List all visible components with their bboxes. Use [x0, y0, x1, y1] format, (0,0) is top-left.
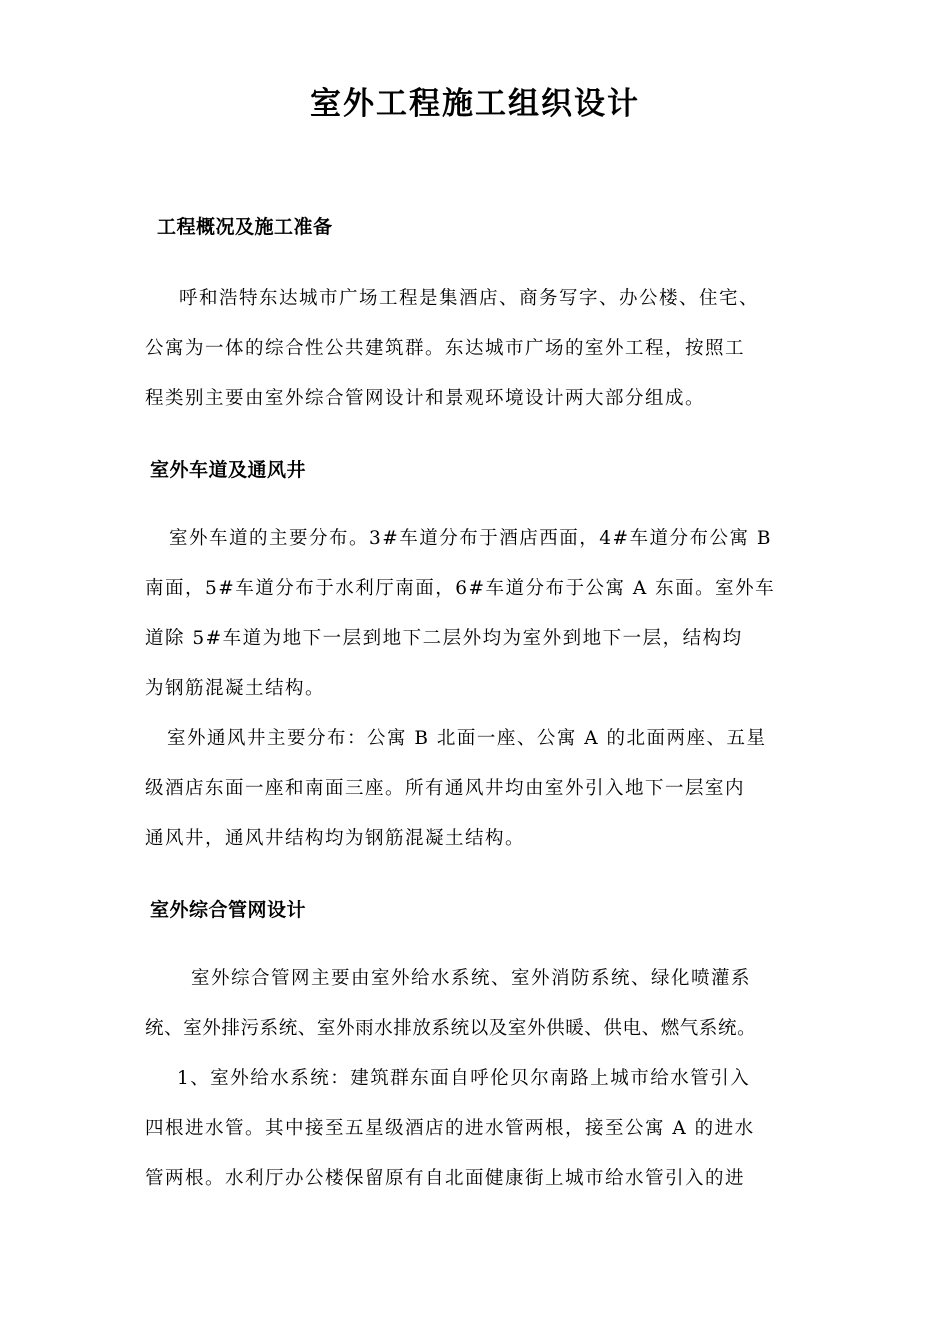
- paragraph-ventilation-shafts: [145, 714, 825, 864]
- paragraph-line: 级酒店东面一座和南面三座。所有通风井均由室外引入地下一层室内: [145, 778, 746, 799]
- paragraph-overview: [145, 274, 825, 424]
- paragraph-line: 室外车道的主要分布。3#车道分布于酒店西面，4#车道分布公寓 B: [169, 528, 773, 549]
- section-heading-overview: 工程概况及施工准备: [157, 216, 333, 238]
- paragraph-line: 通风井，通风井结构均为钢筋混凝土结构。: [145, 828, 526, 849]
- paragraph-pipe-network: [145, 954, 825, 1054]
- paragraph-water-supply: [145, 1054, 825, 1204]
- paragraph-line: 公寓为一体的综合性公共建筑群。东达城市广场的室外工程，按照工: [145, 338, 746, 359]
- paragraph-driveways: [145, 514, 825, 714]
- paragraph-line: 四根进水管。其中接至五星级酒店的进水管两根，接至公寓 A 的进水: [145, 1118, 755, 1139]
- paragraph-line: 室外通风井主要分布：公寓 B 北面一座、公寓 A 的北面两座、五星: [167, 728, 767, 749]
- paragraph-line: 南面，5#车道分布于水利厅南面，6#车道分布于公寓 A 东面。室外车: [145, 578, 776, 599]
- paragraph-line: 1、室外给水系统：建筑群东面自呼伦贝尔南路上城市给水管引入: [177, 1068, 751, 1089]
- document-title: 室外工程施工组织设计: [310, 86, 640, 122]
- paragraph-line: 室外综合管网主要由室外给水系统、室外消防系统、绿化喷灌系: [191, 968, 752, 989]
- paragraph-line: 为钢筋混凝土结构。: [145, 678, 326, 699]
- paragraph-line: 统、室外排污系统、室外雨水排放系统以及室外供暖、供电、燃气系统。: [145, 1018, 757, 1039]
- paragraph-line: 程类别主要由室外综合管网设计和景观环境设计两大部分组成。: [145, 388, 706, 409]
- paragraph-line: 管两根。水利厅办公楼保留原有自北面健康街上城市给水管引入的进: [145, 1168, 746, 1189]
- section-heading-pipe-network: 室外综合管网设计: [150, 899, 307, 921]
- paragraph-line: 道除 5#车道为地下一层到地下二层外均为室外到地下一层，结构均: [145, 628, 743, 649]
- paragraph-line: 呼和浩特东达城市广场工程是集酒店、商务写字、办公楼、住宅、: [179, 288, 760, 309]
- section-heading-driveways: 室外车道及通风井: [150, 459, 307, 481]
